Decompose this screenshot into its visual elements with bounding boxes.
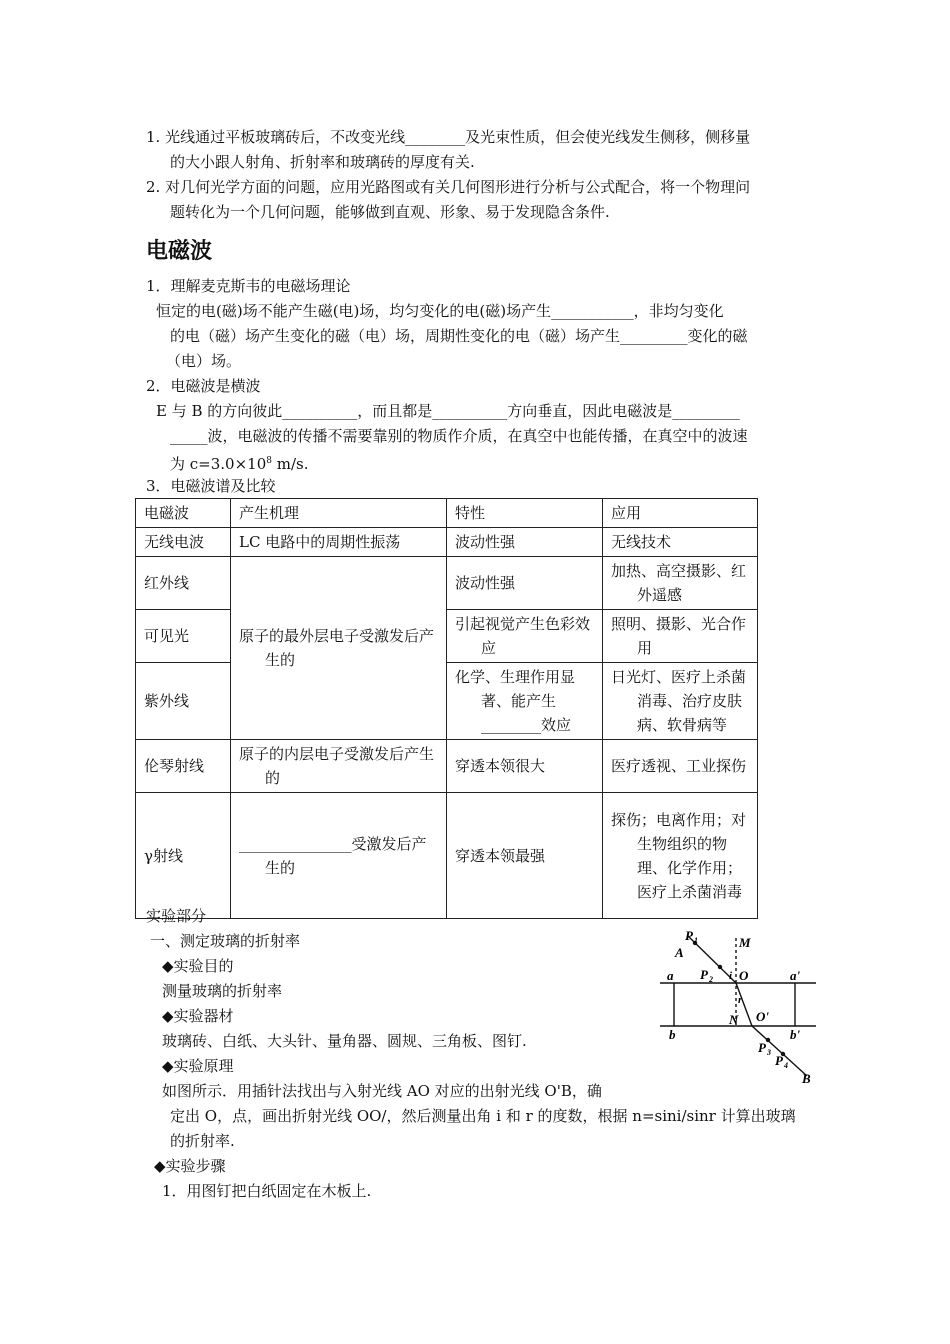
exponent: 8 [266,456,272,466]
s1-line-3: （电）场。 [166,352,242,370]
section-title: 电磁波 [146,239,213,264]
cell-application: 照明、摄影、光合作用 [603,610,758,663]
s2-line-1: E 与 B 的方向彼此__________，而且都是__________方向垂直，因此电磁波是_________ [156,402,740,420]
intro-item-1-line-1: 1. 光线通过平板玻璃砖后，不改变光线________及光束性质，但会使光线发生侧移，侧移量 [146,128,751,146]
header-mechanism: 产生机理 [231,499,447,528]
cell-mechanism: 原子的内层电子受激发后产生的 [231,740,447,793]
header-property: 特性 [447,499,603,528]
cell-property: 化学、生理作用显著、能产生________效应 [447,663,603,740]
label-a: A [675,945,684,960]
label-r: r [738,994,743,1006]
refraction-diagram [650,928,820,1090]
cell-property: 波动性强 [447,528,603,557]
cell-application: 无线技术 [603,528,758,557]
steps-heading: ◆实验步骤 [154,1157,226,1175]
principle-line-3: 的折射率. [170,1132,235,1150]
label-m: M [739,935,751,950]
label-i: i [729,970,733,982]
header-wave: 电磁波 [136,499,231,528]
cell-application: 加热、高空摄影、红外遥感 [603,557,758,610]
purpose-text: 测量玻璃的折射率 [162,982,283,1000]
cell-property: 波动性强 [447,557,603,610]
cell-application: 探伤；电离作用；对生物组织的物理、化学作用；医疗上杀菌消毒 [603,793,758,919]
pin-p3 [766,1038,770,1042]
cell-property: 引起视觉产生色彩效应 [447,610,603,663]
label-p1-sub: 1 [694,936,698,945]
header-application: 应用 [603,499,758,528]
label-p2-sub: 2 [709,975,713,984]
wave-speed-unit: m/s. [271,455,309,473]
cell-wave: 伦琴射线 [136,740,231,793]
s1-line-2: 的电（磁）场产生变化的磁（电）场，周期性变化的电（磁）场产生_________变化的磁 [170,327,748,345]
s2-line-2: _____波，电磁波的传播不需要靠别的物质作介质，在真空中也能传播，在真空中的波速 [170,427,748,445]
label-p3-sub: 3 [767,1048,771,1057]
label-b: B [802,1071,811,1086]
equipment-heading: ◆实验器材 [162,1007,234,1025]
label-a-lower: a [667,968,674,983]
purpose-heading: ◆实验目的 [162,957,234,975]
cell-mechanism: LC 电路中的周期性振荡 [231,528,447,557]
principle-line-2: 定出 O，点，画出折射光线 OO/，然后测量出角 i 和 r 的度数，根据 n=sini/sinr 计算出玻璃 [170,1107,796,1125]
cell-application: 日光灯、医疗上杀菌消毒、治疗皮肤病、软骨病等 [603,663,758,740]
s3-heading: 3．电磁波谱及比较 [146,477,276,495]
cell-wave: γ射线 [136,793,231,919]
cell-wave: 可见光 [136,610,231,663]
cell-wave: 红外线 [136,557,231,610]
s2-heading: 2．电磁波是横波 [146,377,261,395]
spectrum-table [135,498,758,919]
experiment-title: 一、测定玻璃的折射率 [150,932,301,950]
table-row [136,663,758,740]
table-header-row [136,499,758,528]
pin-p2 [718,965,722,969]
table-row [136,610,758,663]
equipment-text: 玻璃砖、白纸、大头针、量角器、圆规、三角板、图钉. [162,1032,527,1050]
intro-item-1-line-2: 的大小跟人射角、折射率和玻璃砖的厚度有关. [170,153,475,171]
label-p1: P [685,928,693,943]
label-p2: P [700,967,708,982]
s2-line-3 [170,451,309,474]
cell-wave: 无线电波 [136,528,231,557]
cell-property: 穿透本领很大 [447,740,603,793]
s1-line-1: 恒定的电(磁)场不能产生磁(电)场，均匀变化的电(磁)场产生___________，非均匀变化 [156,302,724,320]
wave-speed-text: 为 c=3.0×10 [170,455,267,473]
step-1: 1．用图钉把白纸固定在木板上. [162,1182,372,1200]
table-row [136,740,758,793]
label-o-prime: O' [756,1009,769,1024]
cell-wave: 紫外线 [136,663,231,740]
table-row [136,528,758,557]
s1-heading: 1．理解麦克斯韦的电磁场理论 [146,277,351,295]
principle-line-1: 如图所示．用插针法找出与入射光线 AO 对应的出射光线 O'B，确 [162,1082,602,1100]
principle-heading: ◆实验原理 [162,1057,234,1075]
cell-merged-mechanism: 原子的最外层电子受激发后产生的 [231,557,447,740]
table-row [136,557,758,610]
label-p4-sub: 4 [784,1061,788,1070]
cell-application: 医疗透视、工业探伤 [603,740,758,793]
table-row [136,793,758,919]
label-b-lower: b [669,1027,676,1042]
label-p3: P [758,1040,766,1055]
label-a-prime: a' [790,968,801,983]
label-p4: P [775,1053,783,1068]
label-b-prime: b' [790,1027,801,1042]
intro-item-2-line-2: 题转化为一个几何问题，能够做到直观、形象、易于发现隐含条件. [170,203,610,221]
cell-property: 穿透本领最强 [447,793,603,919]
label-n: N [729,1012,739,1027]
intro-item-2-line-1: 2. 对几何光学方面的问题，应用光路图或有关几何图形进行分析与公式配合，将一个物理问 [146,178,751,196]
experiment-part: 实验部分 [146,907,207,925]
label-o: O [739,968,749,983]
cell-mechanism: _______________受激发后产生的 [231,793,447,919]
